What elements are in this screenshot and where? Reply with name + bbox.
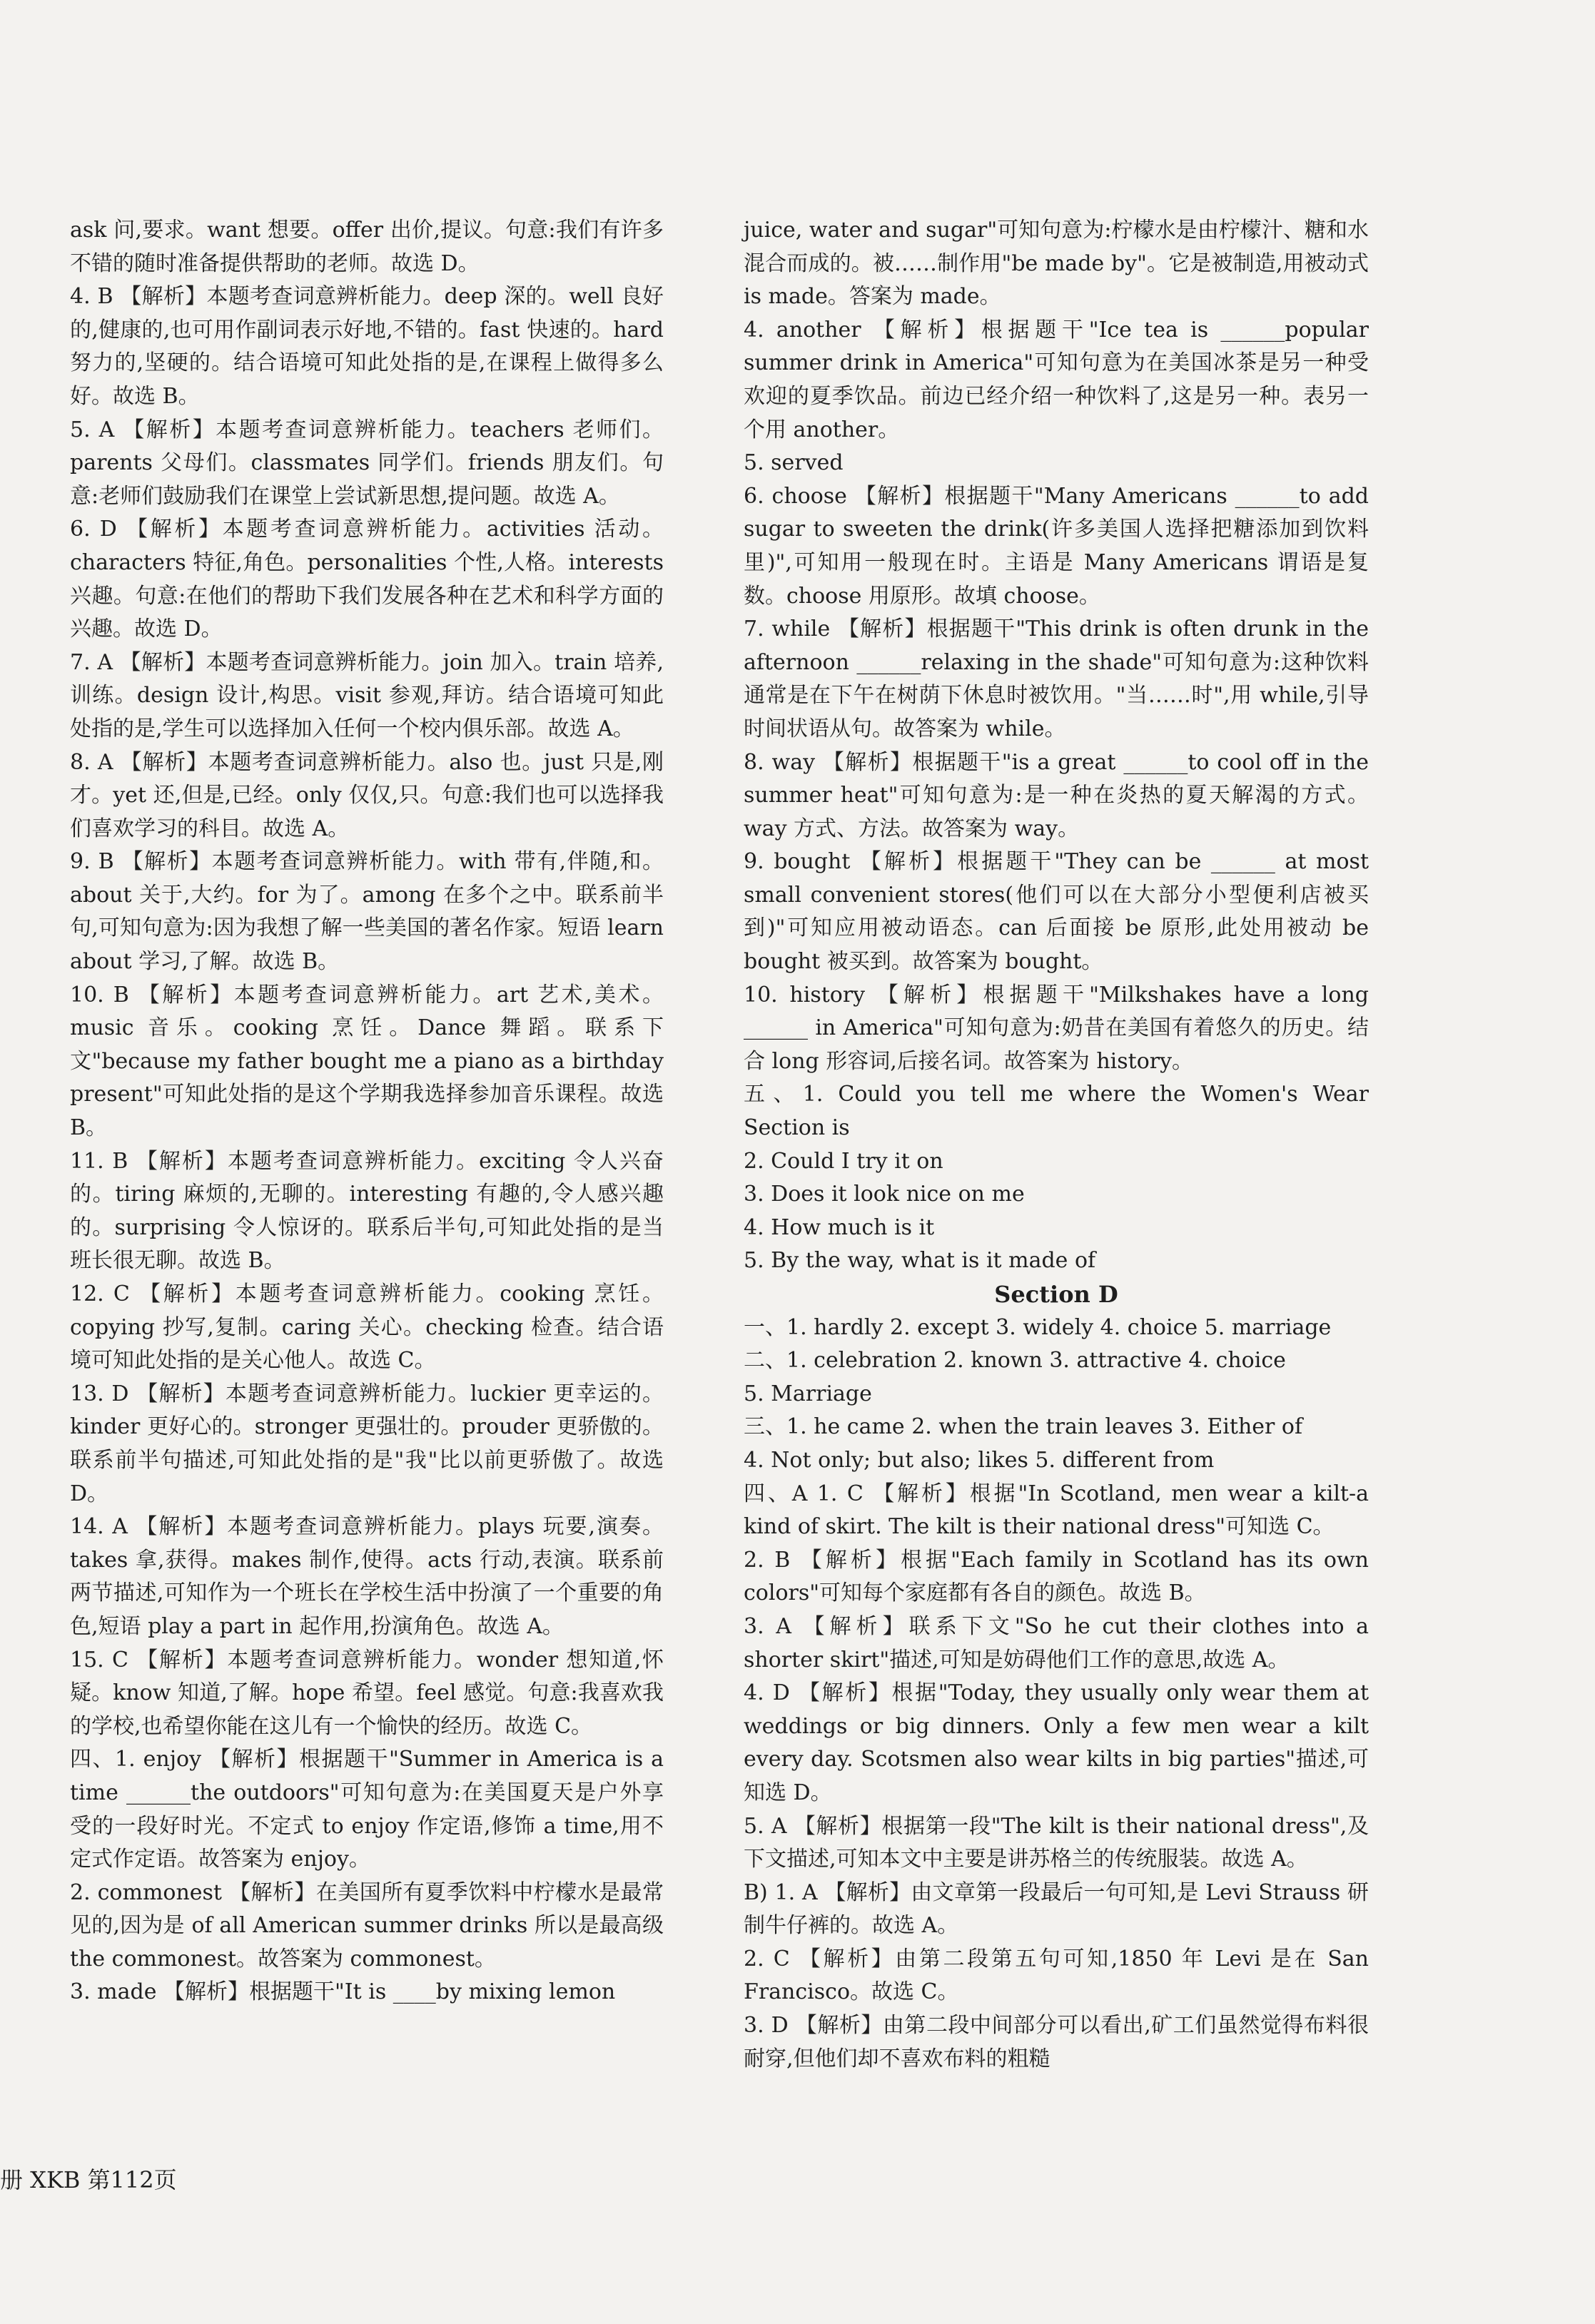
- right-paragraph: juice, water and sugar"可知句意为:柠檬水是由柠檬汁、糖和水混合而成的。被……制作用"be made by"。它是被制造,用被动式 is made。答案为 made。: [744, 218, 1369, 310]
- left-paragraph: 11. B 【解析】本题考查词意辨析能力。exciting 令人兴奋的。tiring 麻烦的,无聊的。interesting 有趣的,令人感兴趣的。surprising 令人惊讶的。联系后半句,可知此处指的是当班长很无聊。故选 B。: [70, 1148, 664, 1274]
- left-paragraph: 6. D 【解析】本题考查词意辨析能力。activities 活动。characters 特征,角色。personalities 个性,人格。interests 兴趣。句意:在他们的帮助下我们发展各种在艺术和科学方面的兴趣。故选 D。: [70, 517, 664, 642]
- left-paragraph: ask 问,要求。want 想要。offer 出价,提议。句意:我们有许多不错的随时准备提供帮助的老师。故选 D。: [70, 218, 664, 276]
- left-column: [70, 214, 664, 2009]
- right-paragraph: 3. Does it look nice on me: [744, 1182, 1025, 1207]
- right-paragraph: 5. By the way, what is it made of: [744, 1248, 1096, 1274]
- right-paragraph: 7. while 【解析】根据题干"This drink is often drunk in the afternoon ______relaxing in the shade"可知句意为:这种饮料通常是在下午在树荫下休息时被饮用。"当……时",用 while,引导时间状语从句。故答案为 while。: [744, 616, 1369, 741]
- right-paragraph: 5. served: [744, 450, 844, 476]
- page-footer: 册 XKB 第112页: [0, 2166, 177, 2193]
- left-paragraph: 4. B 【解析】本题考查词意辨析能力。deep 深的。well 良好的,健康的,也可用作副词表示好地,不错的。fast 快速的。hard 努力的,坚硬的。结合语境可知此处指的是,在课程上做得多么好。故选 B。: [70, 284, 664, 409]
- right-paragraph: 4. another 【解析】根据题干"Ice tea is ______popular summer drink in America"可知句意为在美国冰茶是另一种受欢迎的夏季饮品。前边已经介绍一种饮料了,这是另一种。表另一个用 another。: [744, 317, 1369, 442]
- right-paragraph: 4. D 【解析】根据"Today, they usually only wear them at weddings or big dinners. Only a few men wear a kilt every day. Scotsmen also wear kilts in big parties"描述,可知选 D。: [744, 1680, 1369, 1805]
- right-paragraph: 5. A 【解析】根据第一段"The kilt is their national dress",及下文描述,可知本文中主要是讲苏格兰的传统服装。故选 A。: [744, 1813, 1369, 1872]
- left-paragraph: 14. A 【解析】本题考查词意辨析能力。plays 玩要,演奏。takes 拿,获得。makes 制作,使得。acts 行动,表演。联系前两节描述,可知作为一个班长在学校生活中扮演了一个重要的角色,短语 play a part in 起作用,扮演角色。故选 A。: [70, 1514, 664, 1639]
- left-paragraph: 15. C 【解析】本题考查词意辨析能力。wonder 想知道,怀疑。know 知道,了解。hope 希望。feel 感觉。句意:我喜欢我的学校,也希望你能在这儿有一个愉快的经历。故选 C。: [70, 1647, 664, 1739]
- right-paragraph: 一、1. hardly 2. except 3. widely 4. choice 5. marriage: [744, 1314, 1332, 1340]
- left-paragraph: 9. B 【解析】本题考查词意辨析能力。with 带有,伴随,和。about 关于,大约。for 为了。among 在多个之中。联系前半句,可知句意为:因为我想了解一些美国的著名作家。短语 learn about 学习,了解。故选 B。: [70, 849, 664, 975]
- right-paragraph: 四、A 1. C 【解析】根据"In Scotland, men wear a kilt-a kind of skirt. The kilt is their national dress"可知选 C。: [744, 1481, 1369, 1540]
- right-column: [744, 214, 1369, 2076]
- left-paragraph: 12. C 【解析】本题考查词意辨析能力。cooking 烹饪。copying 抄写,复制。caring 关心。checking 检查。结合语境可知此处指的是关心他人。故选 C。: [70, 1282, 664, 1374]
- right-paragraph: 6. choose 【解析】根据题干"Many Americans ______to add sugar to sweeten the drink(许多美国人选择把糖添加到饮料里)",可知用一般现在时。主语是 Many Americans 谓语是复数。choose 用原形。故填 choose。: [744, 483, 1369, 609]
- right-paragraph: 3. D 【解析】由第二段中间部分可以看出,矿工们虽然觉得布料很耐穿,但他们却不喜欢布料的粗糙: [744, 2013, 1369, 2071]
- right-paragraph: 4. How much is it: [744, 1214, 935, 1240]
- right-paragraph: 2. B 【解析】根据"Each family in Scotland has its own colors"可知每个家庭都有各自的颜色。故选 B。: [744, 1547, 1369, 1606]
- right-paragraph: 3. A 【解析】联系下文"So he cut their clothes into a shorter skirt"描述,可知是妨碍他们工作的意思,故选 A。: [744, 1613, 1369, 1673]
- right-paragraph: 10. history 【解析】根据题干"Milkshakes have a long ______ in America"可知句意为:奶昔在美国有着悠久的历史。结合 long 形容词,后接名词。故答案为 history。: [744, 982, 1369, 1074]
- right-paragraph: 2. C 【解析】由第二段第五句可知,1850 年 Levi 是在 San Francisco。故选 C。: [744, 1946, 1369, 2005]
- right-paragraph: 8. way 【解析】根据题干"is a great ______to cool off in the summer heat"可知句意为:是一种在炎热的夏天解渴的方式。way 方式、方法。故答案为 way。: [744, 749, 1369, 841]
- right-paragraph: 4. Not only; but also; likes 5. different from: [744, 1447, 1215, 1473]
- left-paragraph: 2. commonest 【解析】在美国所有夏季饮料中柠檬水是最常见的,因为是 of all American summer drinks 所以是最高级 the commonest。故答案为 commonest。: [70, 1879, 664, 1972]
- left-paragraph: 7. A 【解析】本题考查词意辨析能力。join 加入。train 培养,训练。design 设计,构思。visit 参观,拜访。结合语境可知此处指的是,学生可以选择加入任何一个校内俱乐部。故选 A。: [70, 649, 664, 741]
- right-paragraph: 5. Marriage: [744, 1381, 872, 1406]
- left-paragraph: 5. A 【解析】本题考查词意辨析能力。teachers 老师们。parents 父母们。classmates 同学们。friends 朋友们。句意:老师们鼓励我们在课堂上尝试新思想,提问题。故选 A。: [70, 417, 664, 509]
- right-paragraph: 五、1. Could you tell me where the Women's Wear Section is: [744, 1082, 1369, 1141]
- right-paragraph: 9. bought 【解析】根据题干"They can be ______ at most small convenient stores(他们可以在大部分小型便利店被买到)"可知应用被动语态。can 后面接 be 原形,此处用被动 be bought 被买到。故答案为 bought。: [744, 849, 1369, 975]
- left-paragraph: 3. made 【解析】根据题干"It is ____by mixing lemon: [70, 1979, 616, 2005]
- section-heading: Section D: [994, 1281, 1118, 1308]
- right-paragraph: 三、1. he came 2. when the train leaves 3. Either of: [744, 1414, 1303, 1440]
- right-paragraph: 二、1. celebration 2. known 3. attractive 4. choice: [744, 1348, 1286, 1374]
- right-paragraph: 2. Could I try it on: [744, 1148, 943, 1174]
- left-paragraph: 8. A 【解析】本题考查词意辨析能力。also 也。just 只是,刚才。yet 还,但是,已经。only 仅仅,只。句意:我们也可以选择我们喜欢学习的科目。故选 A。: [70, 749, 664, 841]
- right-paragraph: B) 1. A 【解析】由文章第一段最后一句可知,是 Levi Strauss 研制牛仔裤的。故选 A。: [744, 1879, 1369, 1939]
- left-paragraph: 13. D 【解析】本题考查词意辨析能力。luckier 更幸运的。kinder 更好心的。stronger 更强壮的。prouder 更骄傲的。联系前半句描述,可知此处指的是"我"比以前更骄傲了。故选 D。: [70, 1381, 664, 1506]
- left-paragraph: 10. B 【解析】本题考查词意辨析能力。art 艺术,美术。music 音乐。cooking 烹饪。Dance 舞蹈。联系下文"because my father bought me a piano as a birthday present"可知此处指的是这个学期我选择参加音乐课程。故选 B。: [70, 982, 664, 1141]
- left-paragraph: 四、1. enjoy 【解析】根据题干"Summer in America is a time ______the outdoors"可知句意为:在美国夏天是户外享受的一段好时光。不定式 to enjoy 作定语,修饰 a time,用不定式作定语。故答案为 enjoy。: [70, 1747, 664, 1872]
